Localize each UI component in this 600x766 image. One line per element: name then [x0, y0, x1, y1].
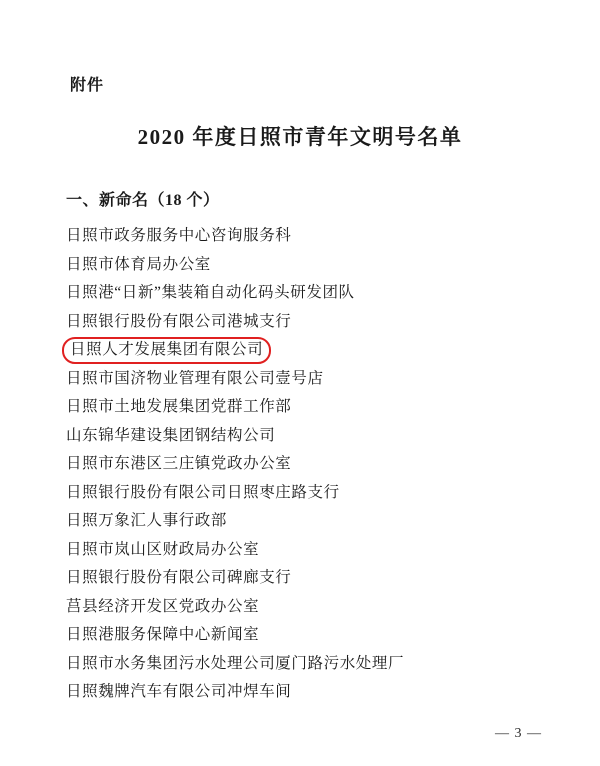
page-title: 2020 年度日照市青年文明号名单 — [137, 125, 463, 149]
list-item — [66, 450, 542, 479]
list-item — [66, 393, 542, 422]
list-item — [66, 365, 542, 394]
list-item — [66, 222, 542, 251]
attachment-label: 附件 — [70, 77, 105, 94]
list-item-text: 日照港服务保障中心新闻室 — [66, 626, 260, 643]
list-item — [66, 564, 542, 593]
list-item-text: 日照银行股份有限公司日照枣庄路支行 — [66, 483, 340, 501]
list-item-text: 日照市水务集团污水处理公司厦门路污水处理厂 — [66, 654, 405, 672]
list-item — [66, 621, 542, 650]
list-item-text: 日照市国济物业管理有限公司壹号店 — [66, 369, 324, 387]
list-item-text: 莒县经济开发区党政办公室 — [66, 597, 260, 615]
list-item-text: 日照万象汇人事行政部 — [66, 512, 228, 529]
list-item — [66, 593, 542, 622]
list-item — [66, 536, 542, 565]
list-item-text: 日照人才发展集团有限公司 — [70, 341, 264, 358]
list-item-text: 日照市东港区三庄镇党政办公室 — [66, 455, 292, 472]
list-item-text: 山东锦华建设集团钢结构公司 — [66, 426, 276, 444]
list-item — [66, 308, 542, 337]
page-number: — 3 — — [495, 726, 542, 741]
list-item — [66, 279, 542, 308]
list-item — [66, 650, 542, 679]
list-item — [66, 479, 542, 508]
list-item-text: 日照港“日新”集装箱自动化码头研发团队 — [66, 284, 355, 301]
list-item — [66, 422, 542, 451]
list-item — [66, 507, 542, 536]
highlight-box — [66, 336, 267, 365]
new-designation-list — [58, 222, 542, 707]
list-item-text: 日照市体育局办公室 — [66, 255, 211, 273]
list-item-text: 日照市土地发展集团党群工作部 — [66, 398, 292, 415]
list-item-text: 日照银行股份有限公司港城支行 — [66, 312, 292, 330]
list-item-text: 日照魏牌汽车有限公司冲焊车间 — [66, 683, 292, 700]
list-item-text: 日照市政务服务中心咨询服务科 — [66, 227, 292, 244]
list-item-text: 日照市岚山区财政局办公室 — [66, 540, 260, 558]
list-item — [66, 678, 542, 707]
list-item-highlighted — [66, 336, 542, 365]
list-item-text: 日照银行股份有限公司碑廊支行 — [66, 569, 292, 586]
list-item — [66, 251, 542, 280]
section-heading: 一、新命名（18 个） — [66, 192, 220, 209]
